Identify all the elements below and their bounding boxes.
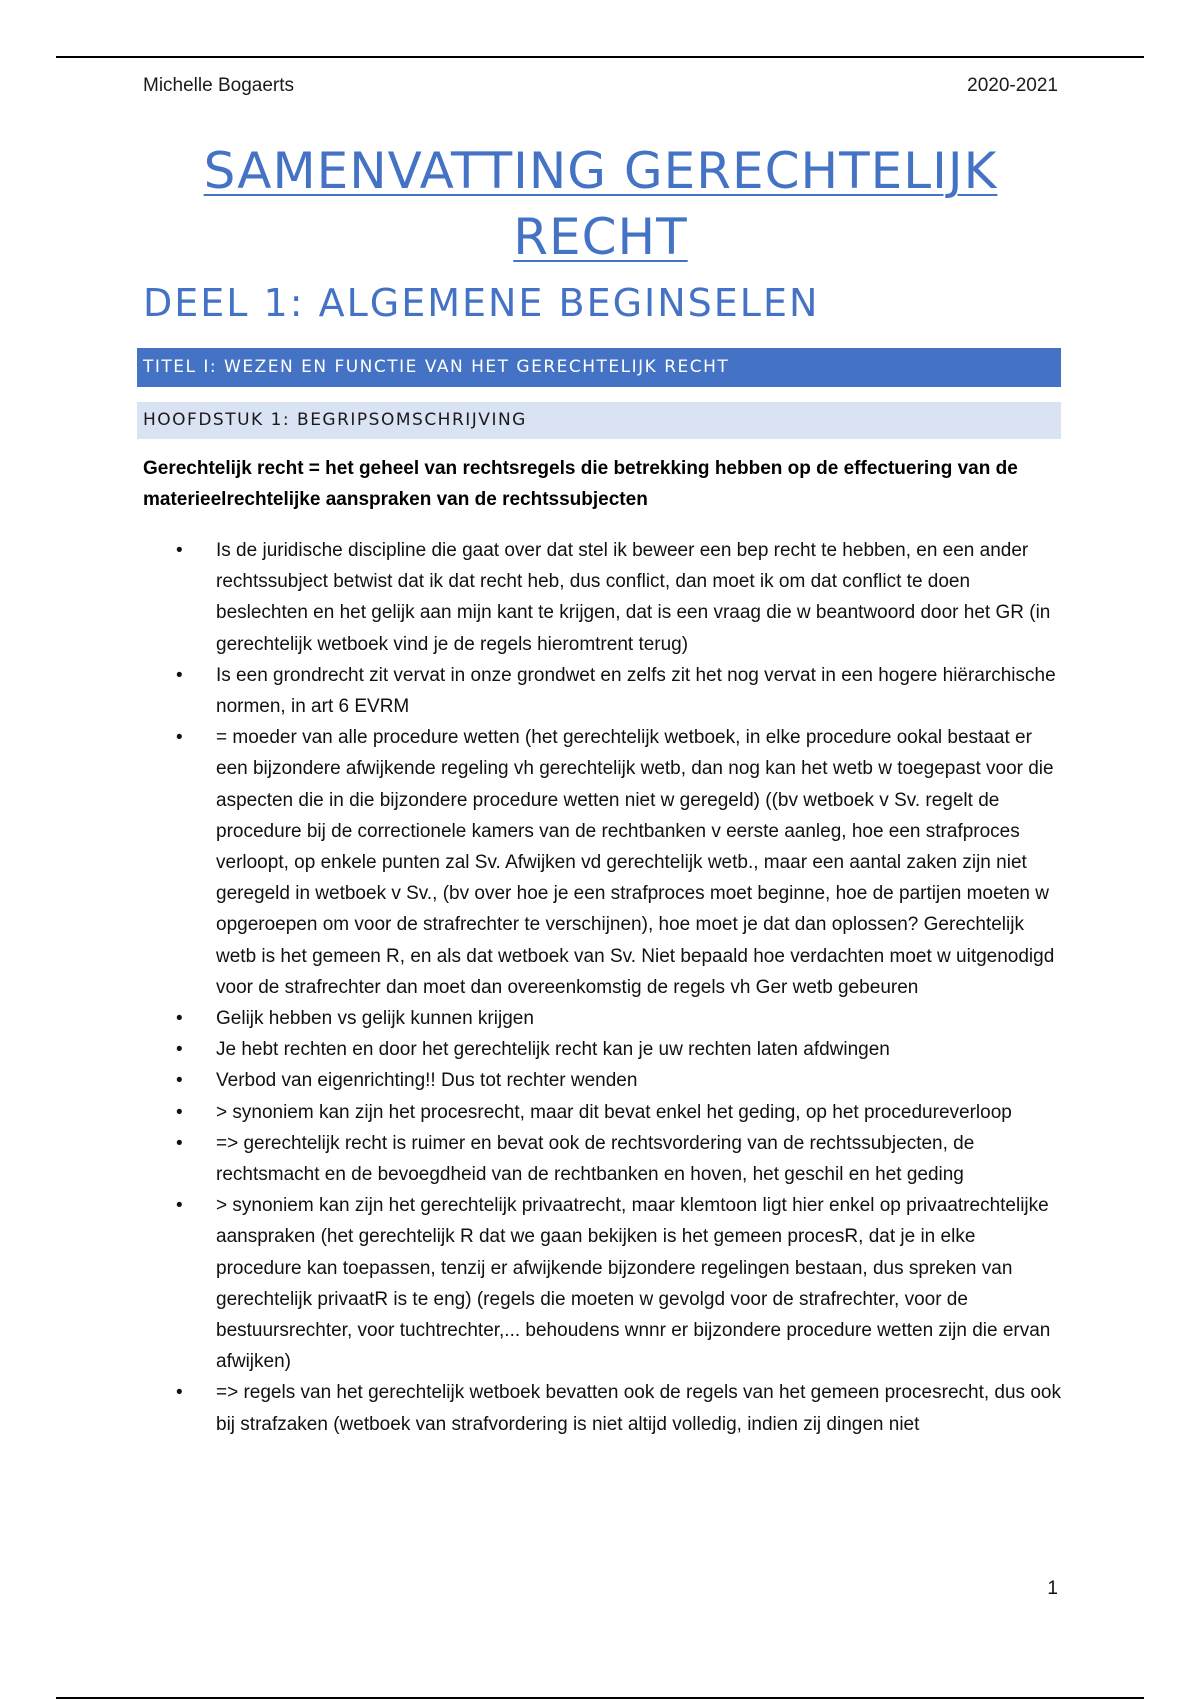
- bullet-icon: •: [176, 1101, 183, 1123]
- bottom-rule: [56, 1697, 1144, 1699]
- list-item: [143, 1128, 1063, 1190]
- list-item: [143, 1190, 1063, 1377]
- academic-year: 2020-2021: [967, 75, 1058, 96]
- bullet-icon: •: [176, 664, 183, 686]
- list-item: [143, 1097, 1063, 1128]
- list-item-text: => regels van het gerechtelijk wetboek bevatten ook de regels van het gemeen procesrecht, dus ook bij strafzaken (wetboek van strafvordering is niet altijd volledig, indien zij dingen niet: [216, 1382, 1061, 1435]
- list-item-text: => gerechtelijk recht is ruimer en bevat ook de rechtsvordering van de rechtssubjecten, de rechtsmacht en de bevoegdheid van de rechtbanken en hoven, het geschil en het geding: [216, 1132, 975, 1186]
- author-name: Michelle Bogaerts: [143, 75, 295, 96]
- list-item-text: Is de juridische discipline die gaat over dat stel ik beweer een bep recht te hebben, en een ander rechtssubject betwist dat ik dat recht heb, dus conflict, dan moet ik om dat conflict te doen beslechten en het gelijk aan mijn kant te krijgen, dat is een vraag die w beantwoord door het GR (in gerechtelijk wetboek vind je de regels hieromtrent terug): [216, 540, 1051, 655]
- page-number: 1: [1047, 1578, 1058, 1599]
- bullet-list: [143, 535, 1063, 1440]
- list-item-text: > synoniem kan zijn het gerechtelijk privaatrecht, maar klemtoon ligt hier enkel op privaatrechtelijke aanspraken (het gerechtelijk R dat we gaan bekijken is het gemeen procesR, dat je in elke procedure kan toepassen, tenzij er afwijkende bijzondere regelingen bestaan, dus spreken van gerechtelijk privaatR is te eng) (regels die moeten w gevolgd voor de strafrechter, voor de bestuursrechter, voor tuchtrechter,... behoudens wnnr er bijzondere procedure wetten zijn die ervan afwijken): [216, 1195, 1051, 1373]
- list-item: [143, 535, 1063, 660]
- top-rule: [56, 56, 1144, 58]
- bullet-icon: •: [176, 1132, 183, 1154]
- bullet-icon: •: [176, 1382, 183, 1404]
- list-item: [143, 660, 1063, 722]
- list-item: [143, 722, 1063, 1003]
- title-line-1: SAMENVATTING GERECHTELIJK: [203, 142, 998, 200]
- list-item: [143, 1003, 1063, 1034]
- list-item: [143, 1377, 1063, 1439]
- bullet-icon: •: [176, 727, 183, 749]
- section-title-bar: TITEL I: WEZEN EN FUNCTIE VAN HET GERECHTELIJK RECHT: [137, 348, 1061, 387]
- list-item-text: > synoniem kan zijn het procesrecht, maar dit bevat enkel het geding, op het procedureverloop: [216, 1101, 1012, 1123]
- list-item: [143, 1034, 1063, 1065]
- list-item-text: Gelijk hebben vs gelijk kunnen krijgen: [216, 1008, 534, 1030]
- bullet-icon: •: [176, 540, 183, 561]
- list-item: [143, 1065, 1063, 1096]
- list-item-text: Verbod van eigenrichting!! Dus tot rechter wenden: [216, 1070, 638, 1092]
- page-header: [143, 74, 1058, 98]
- title-line-2: RECHT: [513, 208, 688, 266]
- bullet-icon: •: [176, 1070, 183, 1092]
- chapter-heading-bar: HOOFDSTUK 1: BEGRIPSOMSCHRIJVING: [137, 402, 1061, 439]
- definition-paragraph: Gerechtelijk recht = het geheel van rechtsregels die betrekking hebben op de effectuering van de materieelrechtelijke aanspraken van de rechtssubjecten: [143, 458, 1018, 510]
- list-item-text: Je hebt rechten en door het gerechtelijk recht kan je uw rechten laten afdwingen: [216, 1039, 890, 1061]
- list-item-text: Is een grondrecht zit vervat in onze grondwet en zelfs zit het nog vervat in een hogere hiërarchische normen, in art 6 EVRM: [216, 664, 1056, 718]
- document-title: [143, 138, 1058, 270]
- bullet-icon: •: [176, 1195, 183, 1217]
- part-heading: DEEL 1: ALGEMENE BEGINSELEN: [143, 281, 820, 325]
- bullet-icon: •: [176, 1039, 183, 1061]
- bullet-icon: •: [176, 1008, 183, 1030]
- list-item-text: = moeder van alle procedure wetten (het gerechtelijk wetboek, in elke procedure ookal bestaat er een bijzondere afwijkende regeling vh gerechtelijk wetb, dan nog kan het wetb w toegepast voor die aspecten die in die bijzondere procedure wetten niet w geregeld) ((bv wetboek v Sv. regelt de procedure bij de correctionele kamers van de rechtbanken v eerste aanleg, hoe een strafproces verloopt, op enkele punten zal Sv. Afwijken vd gerechtelijk wetb., maar een aantal zaken zijn niet geregeld in wetboek v Sv., (bv over hoe je een strafproces moet beginne, hoe de partijen moeten w opgeroepen om voor de strafrechter te verschijnen), hoe moet je dat dan oplossen? Gerechtelijk wetb is het gemeen R, en als dat wetboek van Sv. Niet bepaald hoe verdachten moet w uitgenodigd voor de strafrechter dan moet dan overeenkomstig de regels vh Ger wetb gebeuren: [216, 727, 1055, 998]
